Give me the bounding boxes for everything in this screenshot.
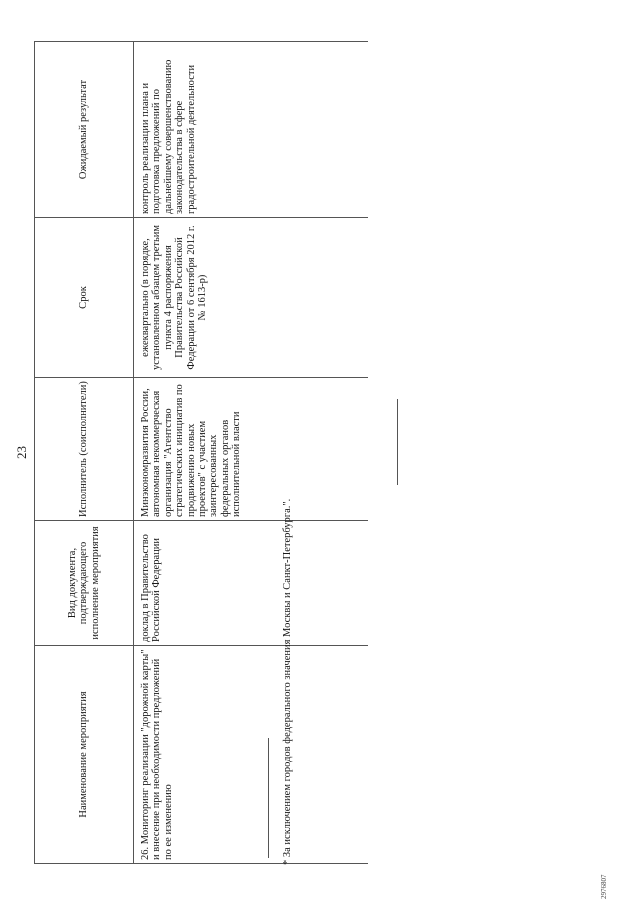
footnote-separator (268, 738, 269, 858)
cell-name: 26. Мониторинг реализации "дорожной карты" и внесение при необходимости предложений по ее изменению (134, 646, 369, 864)
cell-executor: Минэкономразвития России, автономная некоммерческая организация "Агентство стратегических инициатив по продвижению новых проектов" с участием заинтересованных федеральных органов исполнительной власти (134, 378, 369, 521)
page-number: 23 (14, 446, 29, 459)
table-row (134, 42, 369, 864)
separator-line (397, 399, 398, 485)
header-doc-type: Вид документа, подтверждающего исполнение мероприятия (35, 521, 134, 646)
action-plan-table (34, 41, 368, 864)
header-term: Срок (35, 218, 134, 378)
footnote: * За исключением городов федерального значения Москвы и Санкт-Петербурга.". (282, 498, 293, 865)
cell-term: ежеквартально (в порядке, установленном абзацем третьим пункта 4 распоряжения Правительства Российской Федерации от 6 сентября 2012 г. № 1613-р) (134, 218, 369, 378)
cell-result: контроль реализации плана и подготовка предложений по дальнейшему совершенствованию законодательства в сфере градостроительной деятельности (134, 42, 369, 218)
header-result: Ожидаемый результат (35, 42, 134, 218)
document-id: 2976807 (600, 874, 608, 899)
header-name: Наименование мероприятия (35, 646, 134, 864)
cell-doc-type: доклад в Правительство Российской Федерации (134, 521, 369, 646)
header-executor: Исполнитель (соисполнители) (35, 378, 134, 521)
table-header-row (35, 42, 134, 864)
